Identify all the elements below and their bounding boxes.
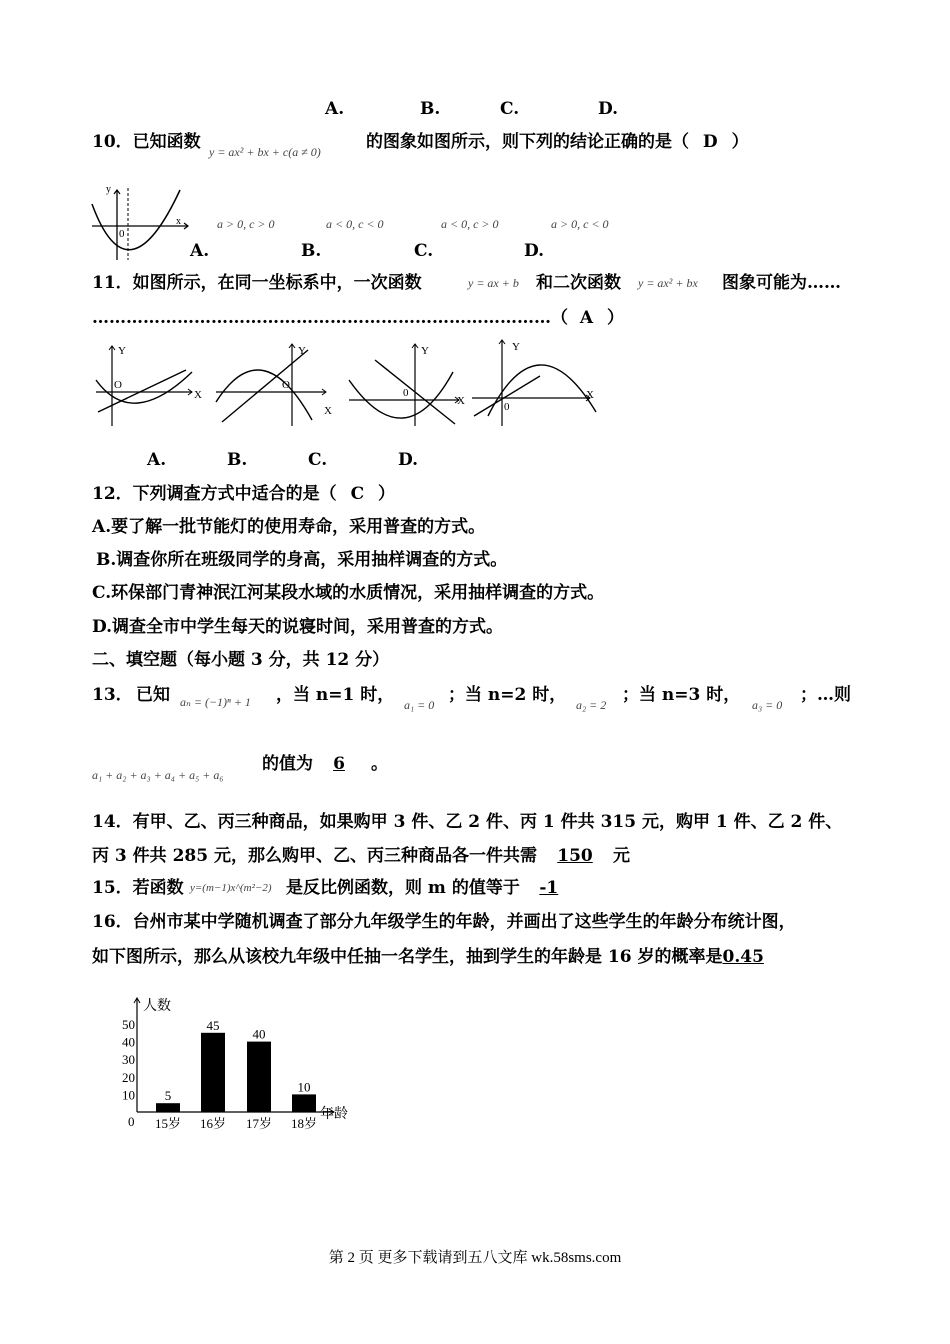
q9-option-a: A. (325, 99, 345, 119)
chart-bar (201, 1033, 225, 1112)
q11-stem (92, 272, 422, 294)
q10-parabola (92, 190, 180, 250)
q10-stem-post (366, 131, 749, 153)
q14-line2 (92, 845, 630, 867)
q10-x-label: x (176, 216, 181, 227)
q16-line1: 16．台州市某中学随机调查了部分九年级学生的年龄，并画出了这些学生的年龄分布统计图， (92, 912, 796, 932)
q11-option-a: A. (147, 450, 167, 470)
age-distribution-chart (112, 990, 372, 1140)
q11-graph-c (345, 340, 469, 430)
q11-answer: A (579, 308, 594, 328)
q11-number: 11． (92, 273, 133, 293)
q10-option-b: B. (301, 241, 322, 261)
q11-mid: 和二次函数 (536, 273, 621, 293)
svg-text:X: X (194, 389, 202, 401)
q14-line1: 14．有甲、乙、丙三种商品，如果购甲 3 件、乙 2 件、丙 1 件共 315 元，购甲 1 件、乙 2 件、 (92, 812, 843, 832)
svg-text:Y: Y (298, 345, 306, 357)
chart-bar-value-label: 10 (297, 1079, 311, 1095)
q13-t4: ；…则 (800, 685, 851, 705)
q11-quadratic-formula: y = ax² + bx (638, 276, 698, 290)
chart-y-tick-label: 10 (122, 1087, 135, 1103)
q11-dots-line (92, 307, 624, 329)
q13-t3: ；当 n=3 时， (622, 685, 741, 705)
chart-bar (247, 1042, 271, 1112)
q12-answer: C (350, 484, 365, 504)
q11-dots: ………………………………………………………………………（ (92, 308, 568, 328)
q15-post-line (286, 877, 578, 899)
q11-option-b: B. (227, 450, 248, 470)
chart-y-tick-label: 40 (122, 1034, 135, 1050)
chart-bar (156, 1103, 180, 1112)
q13-answer: 6 (333, 754, 345, 774)
q10-number: 10． (92, 132, 133, 152)
q14-line2-pre: 丙 3 件共 285 元，那么购甲、乙、丙三种商品各一件共需 (92, 846, 537, 866)
q13-f1: a₁ = 0 (404, 698, 435, 712)
svg-text:X: X (586, 389, 594, 401)
q13-formula: aₙ = (−1)ⁿ + 1 (180, 695, 251, 709)
q10-post: 的图象如图所示，则下列的结论正确的是（ (366, 132, 689, 152)
svg-text:0: 0 (403, 387, 409, 399)
chart-category-label: 18岁 (290, 1116, 318, 1131)
chart-bar-value-label: 45 (206, 1017, 220, 1033)
q9-option-c: C. (500, 99, 520, 119)
svg-text:O: O (114, 379, 122, 391)
q12-option-d: D.调查全市中学生每天的说寝时间，采用普查的方式。 (92, 617, 504, 637)
q13-val-pre: 的值为 (262, 754, 313, 774)
q11-graph-b (212, 340, 336, 430)
q13-pre: 已知 (136, 685, 170, 705)
svg-text:X: X (457, 395, 465, 407)
q13-sum: a₁ + a₂ + a₃ + a₄ + a₅ + a₆ (92, 768, 224, 782)
q15-pre: 15．若函数 (92, 878, 184, 898)
q10-cond-c: a < 0, c > 0 (441, 217, 499, 231)
svg-text:O: O (282, 379, 290, 391)
chart-x-label: 年龄 (320, 1107, 348, 1122)
svg-text:X: X (324, 405, 332, 417)
q11-option-c: C. (308, 450, 328, 470)
q15-answer: -1 (539, 878, 559, 898)
chart-category-label: 16岁 (199, 1116, 227, 1131)
q13-value-line (262, 753, 388, 775)
q10-option-a: A. (190, 241, 210, 261)
q15-post: 是反比例函数，则 m 的值等于 (286, 878, 520, 898)
chart-bar (292, 1094, 316, 1112)
chart-category-label: 15岁 (154, 1116, 182, 1131)
chart-y-tick-label: 30 (122, 1052, 135, 1068)
q10-cond-a: a > 0, c > 0 (217, 217, 275, 231)
q10-formula: y = ax² + bx + c(a ≠ 0) (209, 145, 321, 159)
q10-answer: D (702, 132, 718, 152)
q10-origin-label: 0 (119, 228, 125, 240)
q12-option-a: A.要了解一批节能灯的使用寿命，采用普查的方式。 (92, 517, 486, 537)
q13-val-post: 。 (371, 754, 388, 774)
q10-stem (92, 131, 201, 153)
q10-option-d: D. (524, 241, 545, 261)
q12-stem (92, 483, 395, 505)
svg-text:Y: Y (512, 341, 520, 353)
q9-option-b: B. (420, 99, 441, 119)
q12-option-b: B.调查你所在班级同学的身高，采用抽样调查的方式。 (96, 550, 508, 570)
q12-close: ） (378, 484, 396, 504)
q13-t1: ，当 n=1 时， (276, 685, 395, 705)
chart-y-label: 人数 (143, 999, 171, 1014)
chart-origin-label: 0 (128, 1114, 135, 1129)
q10-pre: 已知函数 (132, 132, 201, 152)
q10-cond-b: a < 0, c < 0 (326, 217, 384, 231)
q10-parabola-graph (88, 182, 196, 262)
q11-close: ） (607, 308, 625, 328)
q16-line2-pre: 如下图所示，那么从该校九年级中任抽一名学生，抽到学生的年龄是 16 岁的概率是 (92, 947, 723, 967)
q10-y-label: y (106, 184, 111, 195)
q13-t2: ；当 n=2 时， (448, 685, 567, 705)
q10-cond-d: a > 0, c < 0 (551, 217, 609, 231)
chart-y-tick-label: 50 (122, 1017, 135, 1032)
q10-option-c: C. (414, 241, 434, 261)
q14-line2-post: 元 (613, 846, 630, 866)
q16-answer: 0.45 (722, 947, 764, 967)
chart-bar-value-label: 5 (164, 1088, 172, 1104)
q12-stem-text: 12．下列调查方式中适合的是（ (92, 484, 337, 504)
q11-post: 图象可能为…… (722, 273, 841, 293)
q11-pre: 如图所示，在同一坐标系中，一次函数 (132, 273, 422, 293)
q14-answer: 150 (557, 846, 593, 866)
q9-option-d: D. (598, 99, 619, 119)
q11-linear-formula: y = ax + b (468, 276, 519, 290)
q13-f2: a₂ = 2 (576, 698, 607, 712)
q13-f3: a₃ = 0 (752, 698, 783, 712)
chart-bar-value-label: 40 (252, 1026, 266, 1042)
svg-text:Y: Y (118, 345, 126, 357)
q11-graph-a (92, 340, 204, 430)
q11-option-d: D. (398, 450, 419, 470)
page-footer: 第 2 页 更多下载请到五八文库 wk.58sms.com (328, 1250, 622, 1266)
section-2-heading: 二、填空题（每小题 3 分，共 12 分） (92, 650, 390, 670)
q11-graph-d (468, 336, 600, 430)
q13-number: 13． (92, 685, 133, 705)
q15-formula: y=(m−1)x^(m²−2) (190, 882, 272, 894)
svg-text:0: 0 (504, 401, 510, 413)
q10-close: ） (731, 132, 749, 152)
svg-text:Y: Y (421, 345, 429, 357)
q16-line2 (92, 946, 795, 968)
q12-option-c: C.环保部门青神泯江河某段水域的水质情况，采用抽样调查的方式。 (92, 583, 605, 603)
chart-category-label: 17岁 (245, 1116, 273, 1131)
chart-y-tick-label: 20 (122, 1069, 135, 1085)
